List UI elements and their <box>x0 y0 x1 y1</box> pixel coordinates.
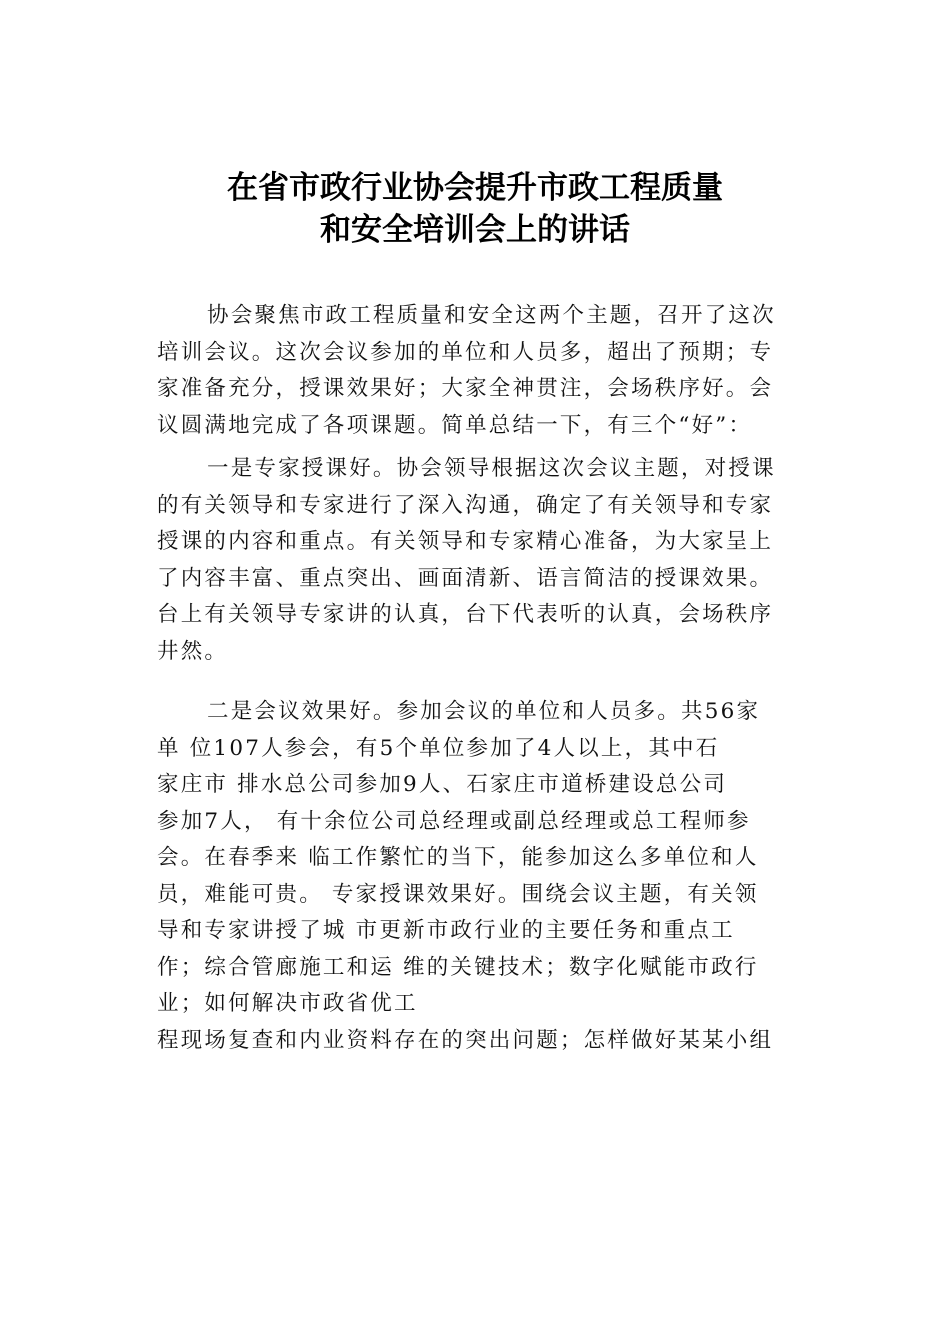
paragraph-line: 业；如何解决市政省优工 <box>157 991 418 1016</box>
document-title-line-1: 在省市政行业协会提升市政工程质量 <box>227 170 723 206</box>
paragraph-line: 家庄市 排水总公司参加9人、石家庄市道桥建设总公司 <box>157 772 728 797</box>
paragraph-line: 的有关领导和专家进行了深入沟通，确定了有关领导和专家 <box>157 492 774 518</box>
paragraph-expert-teaching <box>157 451 822 670</box>
paragraph-line: 议圆满地完成了各项课题。简单总结一下，有三个“好”： <box>157 412 753 438</box>
paragraph-summary <box>157 298 822 444</box>
paragraph-line: 培训会议。这次会议参加的单位和人员多，超出了预期；专 <box>157 339 774 365</box>
paragraph-line: 程现场复查和内业资料存在的突出问题；怎样做好某某小组 <box>157 1027 774 1053</box>
paragraph-line: 单 位107人参会，有5个单位参加了4人以上，其中石 <box>157 735 720 761</box>
paragraph-line: 会。在春季来 临工作繁忙的当下，能参加这么多单位和人 <box>157 845 759 870</box>
paragraph-line: 井然。 <box>157 638 229 664</box>
paragraph-line: 作；综合管廊施工和运 维的关键技术；数字化赋能市政行 <box>157 954 759 980</box>
paragraph-meeting-effect <box>157 694 822 1059</box>
paragraph-line: 协会聚焦市政工程质量和安全这两个主题，召开了这次 <box>207 303 776 328</box>
paragraph-line: 参加7人， 有十余位公司总经理或副总经理或总工程师参 <box>157 808 751 834</box>
paragraph-line: 台上有关领导专家讲的认真，台下代表听的认真，会场秩序 <box>157 602 774 627</box>
paragraph-line: 家准备充分，授课效果好；大家全神贯注，会场秩序好。会 <box>157 376 774 401</box>
document-title-line-2: 和安全培训会上的讲话 <box>320 212 630 248</box>
paragraph-line: 二是会议效果好。参加会议的单位和人员多。共56家 <box>207 699 761 724</box>
paragraph-line: 授课的内容和重点。有关领导和专家精心准备，为大家呈上 <box>157 529 774 554</box>
paragraph-line: 员，难能可贵。 专家授课效果好。围绕会议主题，有关领 <box>157 881 759 907</box>
paragraph-line: 一是专家授课好。协会领导根据这次会议主题，对授课 <box>207 456 776 481</box>
paragraph-line: 了内容丰富、重点突出、画面清新、语言简洁的授课效果。 <box>157 565 774 591</box>
paragraph-line: 导和专家讲授了城 市更新市政行业的主要任务和重点工 <box>157 918 735 943</box>
